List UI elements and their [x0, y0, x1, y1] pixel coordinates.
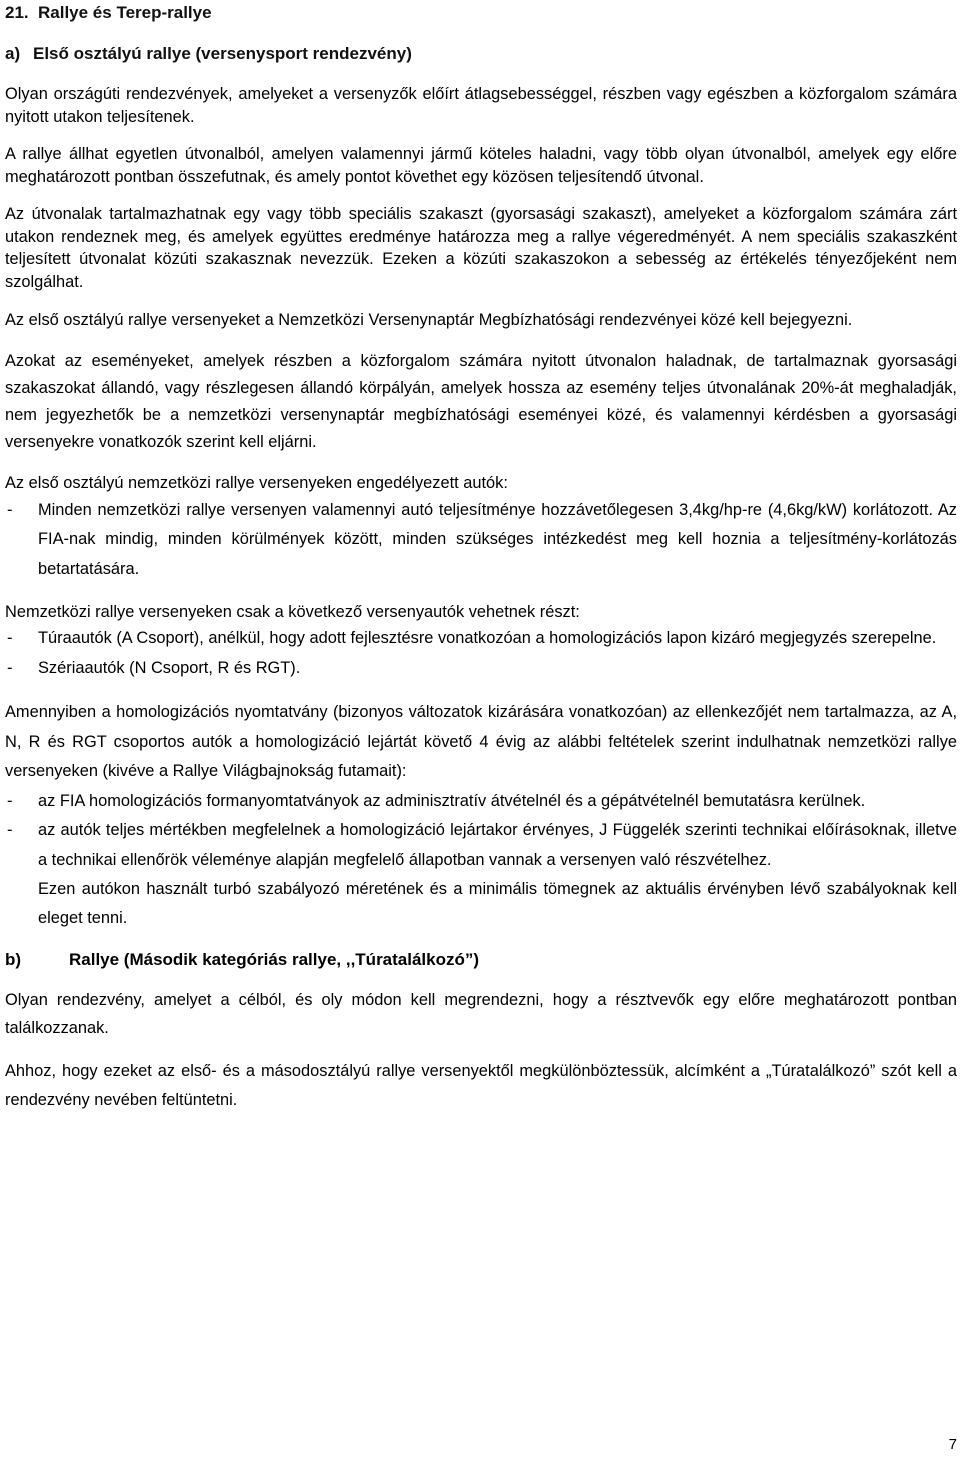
- paragraph-homologation: Amennyiben a homologizációs nyomtatvány (bizonyos változatok kizárására vonatkozóan) az ellenkezőjét nem tartalmazza, az A, N, R és RGT csoportos autók a homologizáció lejártát követő 4 évig az alábbi feltételek szerint indulhatnak nemzetközi rallye versenyeken (kivéve a Rallye Világbajnokság futamait):: [5, 703, 957, 781]
- list-item-text: az FIA homologizációs formanyomtatványok az adminisztratív átvételnél és a gépátvételnél bemutatásra kerülnek.: [38, 791, 866, 810]
- subsection-a-heading: [5, 42, 957, 66]
- paragraph-route: A rallye állhat egyetlen útvonalból, amelyen valamennyi jármű köteles haladni, vagy több olyan útvonalból, amelyek egy előre meghatározott pontban összefutnak, és amely pontot követhet egy közösen teljesítendő útvonal.: [5, 145, 957, 186]
- list-item-production-cars: [5, 654, 957, 684]
- section-number: 21.: [5, 3, 29, 22]
- list-item-text: Túraautók (A Csoport), anélkül, hogy adott fejlesztésre vonatkozóan a homologizációs lapon kizáró megjegyzés szerepelne.: [38, 629, 937, 648]
- paragraph-turbo: Ezen autókon használt turbó szabályozó méretének és a minimális tömegnek az aktuális érvényben lévő szabályoknak kell eleget tenni.: [38, 880, 957, 927]
- list-dash: -: [7, 821, 13, 840]
- list-item-power-limit: [5, 496, 957, 585]
- paragraph-definition: Olyan országúti rendezvények, amelyeket a versenyzők előírt átlagsebességgel, részben vagy egészben a közforgalom számára nyitott utakon teljesítenek.: [5, 85, 957, 126]
- list-item-technical: [5, 816, 957, 875]
- paragraph-eligible-cars: Nemzetközi rallye versenyeken csak a következő versenyautók vehetnek részt:: [5, 602, 580, 621]
- paragraph-registration: Az első osztályú rallye versenyeket a Nemzetközi Versenynaptár Megbízhatósági rendezvényei közé kell bejegyezni.: [5, 311, 853, 329]
- list-dash: -: [7, 658, 13, 677]
- paragraph-circuit-events: Azokat az eseményeket, amelyek részben a közforgalom számára nyitott útvonalon haladnak, de tartalmaznak gyorsasági szakaszokat állandó, vagy részlegesen állandó körpályán, amelyek hossza az esemény teljes útvonalának 20%-át meghaladják, nem jegyezhetők be a nemzetközi versenynaptár megbízhatósági eseményei közé, és valamennyi kérdésben a gyorsasági versenyekre vonatkozók szerint kell eljárni.: [5, 351, 957, 452]
- subsection-b-heading: [5, 948, 957, 972]
- paragraph-meeting: Olyan rendezvény, amelyet a célból, és oly módon kell megrendezni, hogy a résztvevők egy előre meghatározott pontban találkozzanak.: [5, 991, 957, 1037]
- page-number: 7: [948, 1436, 957, 1453]
- section-heading: [5, 0, 957, 25]
- list-dash: -: [7, 500, 13, 519]
- list-item-text: Minden nemzetközi rallye versenyen valamennyi autó teljesítménye hozzávetőlegesen 3,4kg/hp-re (4,6kg/kW) korlátozott. Az FIA-nak mindig, minden körülmények között, minden szükséges intézkedést meg kell hoznia a teljesítmény-korlátozás betartatására.: [38, 500, 957, 578]
- subsection-a-letter: a): [5, 44, 21, 63]
- list-item-text: az autók teljes mértékben megfelelnek a homologizáció lejártakor érvényes, J Függelék szerinti technikai előírásoknak, illetve a technikai ellenőrök véleménye alapján megfelelő állapotban vannak a versenyen való részvételhez.: [38, 821, 957, 869]
- list-dash: -: [7, 791, 13, 810]
- list-item-touring-cars: [5, 624, 957, 654]
- paragraph-special-stages: Az útvonalak tartalmazhatnak egy vagy több speciális szakaszt (gyorsasági szakaszt), amelyeket a közforgalom számára zárt utakon rendeznek meg, és amelyek együttes eredménye határozza meg a rallye végeredményét. A nem speciális szakaszként teljesített útvonalat közúti szakasznak nevezzük. Ezeken a közúti szakaszokon a sebesség az értékelés tényezőjeként nem szolgálhat.: [5, 205, 957, 291]
- section-title: Rallye és Terep-rallye: [38, 3, 212, 22]
- paragraph-allowed-cars: Az első osztályú nemzetközi rallye versenyeken engedélyezett autók:: [5, 474, 508, 493]
- list-dash: -: [7, 629, 13, 648]
- list-item-text: Szériaautók (N Csoport, R és RGT).: [38, 658, 301, 677]
- paragraph-subtitle: Ahhoz, hogy ezeket az első- és a másodosztályú rallye versenyektől megkülönböztessük, alcímként a „Túratalálkozó” szót kell a rendezvény nevében feltüntetni.: [5, 1062, 957, 1109]
- subsection-b-letter: b): [5, 950, 22, 970]
- subsection-b-title: Rallye (Második kategóriás rallye, ,,Túratalálkozó”): [69, 950, 480, 970]
- subsection-a-title: Első osztályú rallye (versenysport rendezvény): [33, 44, 412, 63]
- list-item-forms: [5, 787, 957, 817]
- document-page: [5, 0, 957, 1114]
